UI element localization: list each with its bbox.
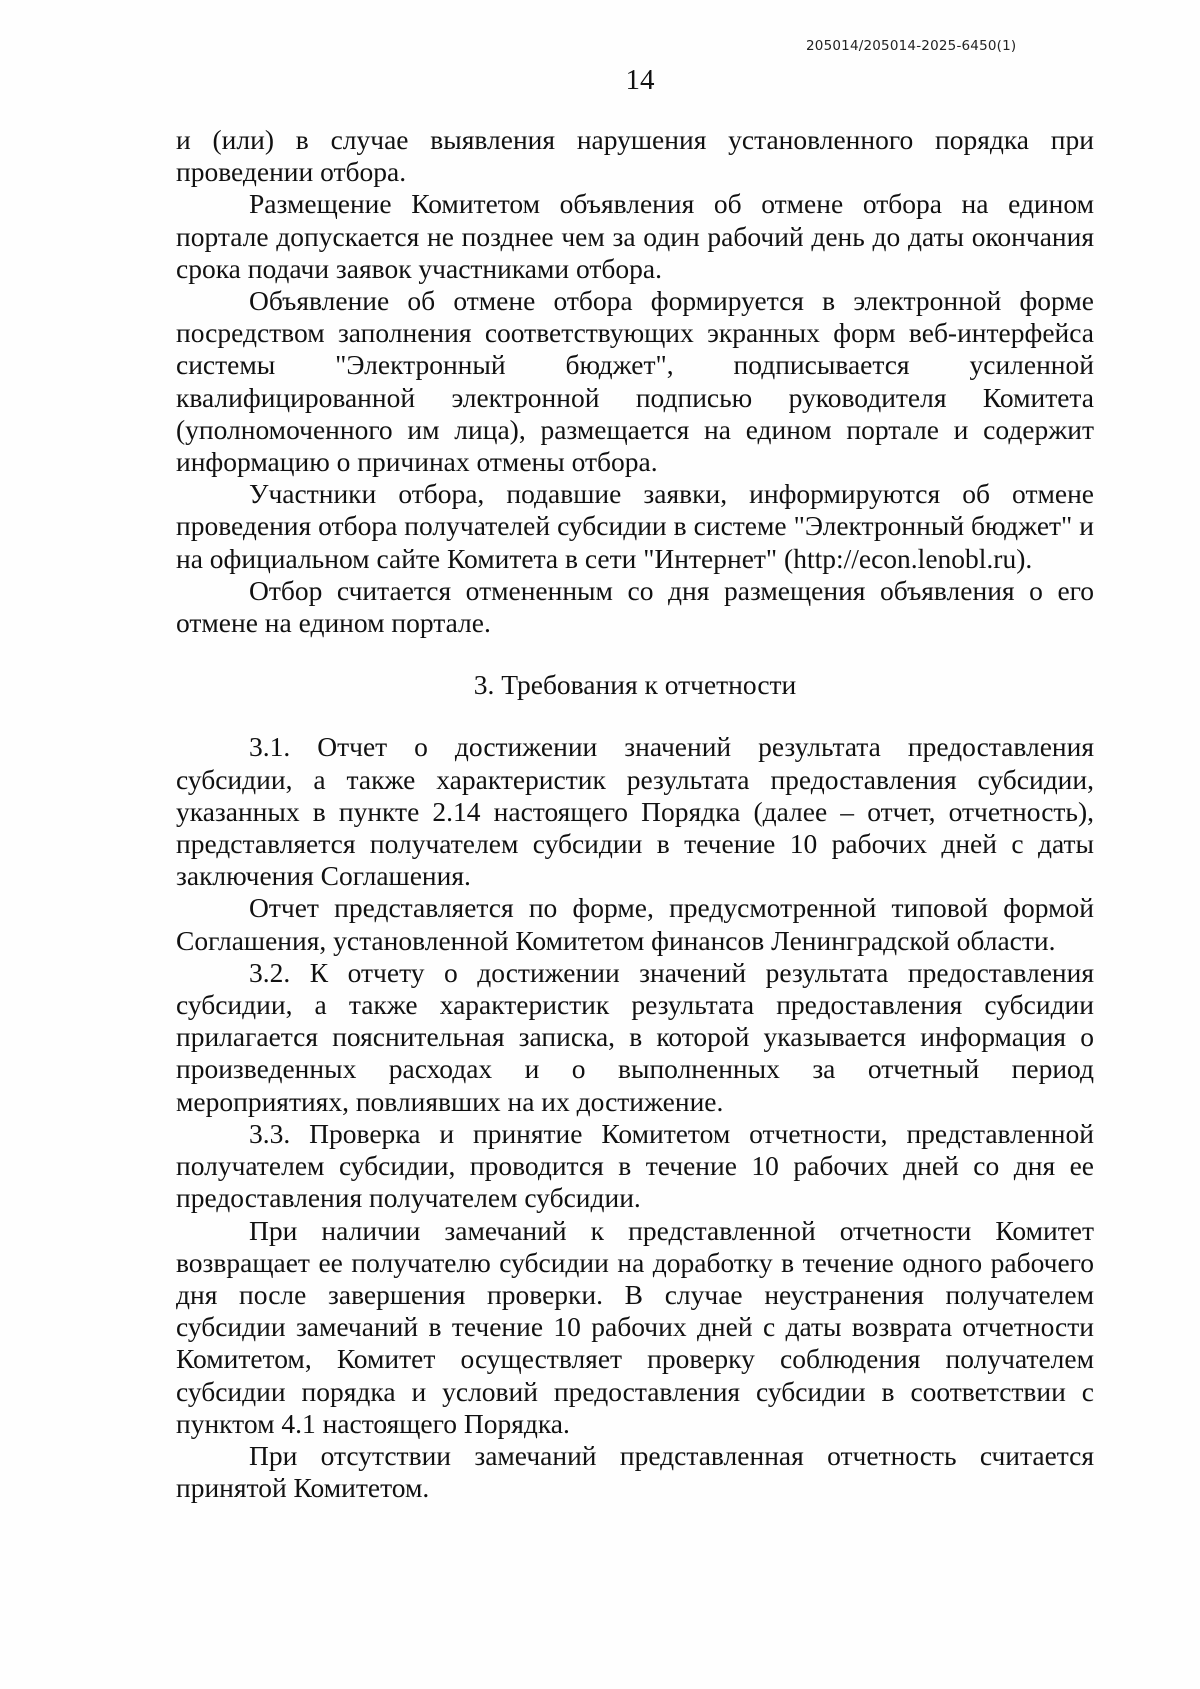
page-number: 14 [625,64,655,96]
website-link[interactable]: (http://econ.lenobl.ru). [784,542,1033,574]
document-body [176,124,1094,1504]
paragraph-3-3-remarks: При наличии замечаний к представленной отчетности Комитет возвращает ее получателю субсидии на доработку в течение одного рабочего дня после завершения проверки. В случае неустранения получателем субсидии замечаний в течение 10 рабочих дней с даты возврата отчетности Комитетом, Комитет осуществляет проверку соблюдения получателем субсидии порядка и условий предоставления субсидии в соответствии с пунктом 4.1 настоящего Порядка. [176,1214,1094,1439]
section-title: 3. Требования к отчетности [473,669,797,701]
paragraph-3-3-accepted: При отсутствии замечаний представленная отчетность считается принятой Комитетом. [176,1439,1094,1504]
paragraph-cancelled-since: Отбор считается отмененным со дня размещения объявления о его отмене на едином портале. [176,574,1094,639]
paragraph-participants-informed [176,478,1094,575]
participants-informed-text: Участники отбора, подавшие заявки, информируются об отмене проведения отбора получателей субсидии в системе "Электронный бюджет" и на официальном сайте Комитета в сети "Интернет" [176,478,1094,574]
paragraph-electronic-form: Объявление об отмене отбора формируется в электронной форме посредством заполнения соответствующих экранных форм веб-интерфейса системы "Электронный бюджет", подписывается усиленной квалифицированной электронной подписью руководителя Комитета (уполномоченного им лица), размещается на едином портале и содержит информацию о причинах отмены отбора. [176,285,1094,478]
paragraph-continuation: и (или) в случае выявления нарушения установленного порядка при проведении отбора. [176,124,1094,188]
paragraph-3-3: 3.3. Проверка и принятие Комитетом отчетности, представленной получателем субсидии, проводится в течение 10 рабочих дней со дня ее предоставления получателем субсидии. [176,1117,1094,1214]
paragraph-3-1-form: Отчет представляется по форме, предусмотренной типовой формой Соглашения, установленной Комитетом финансов Ленинградской области. [176,892,1094,956]
paragraph-cancel-notice: Размещение Комитетом объявления об отмене отбора на едином портале допускается не позднее чем за один рабочий день до даты окончания срока подачи заявок участниками отбора. [176,188,1094,284]
document-id: 205014/205014-2025-6450(1) [806,38,1017,54]
paragraph-3-1: 3.1. Отчет о достижении значений результата предоставления субсидии, а также характеристик результата предоставления субсидии, указанных в пункте 2.14 настоящего Порядка (далее – отчет, отчетность), представляется получателем субсидии в течение 10 рабочих дней с даты заключения Соглашения. [176,731,1094,892]
paragraph-3-2: 3.2. К отчету о достижении значений результата предоставления субсидии, а также характеристик результата предоставления субсидии прилагается пояснительная записка, в которой указывается информация о произведенных расходах и о выполненных за отчетный период мероприятиях, повлиявших на их достижение. [176,956,1094,1117]
